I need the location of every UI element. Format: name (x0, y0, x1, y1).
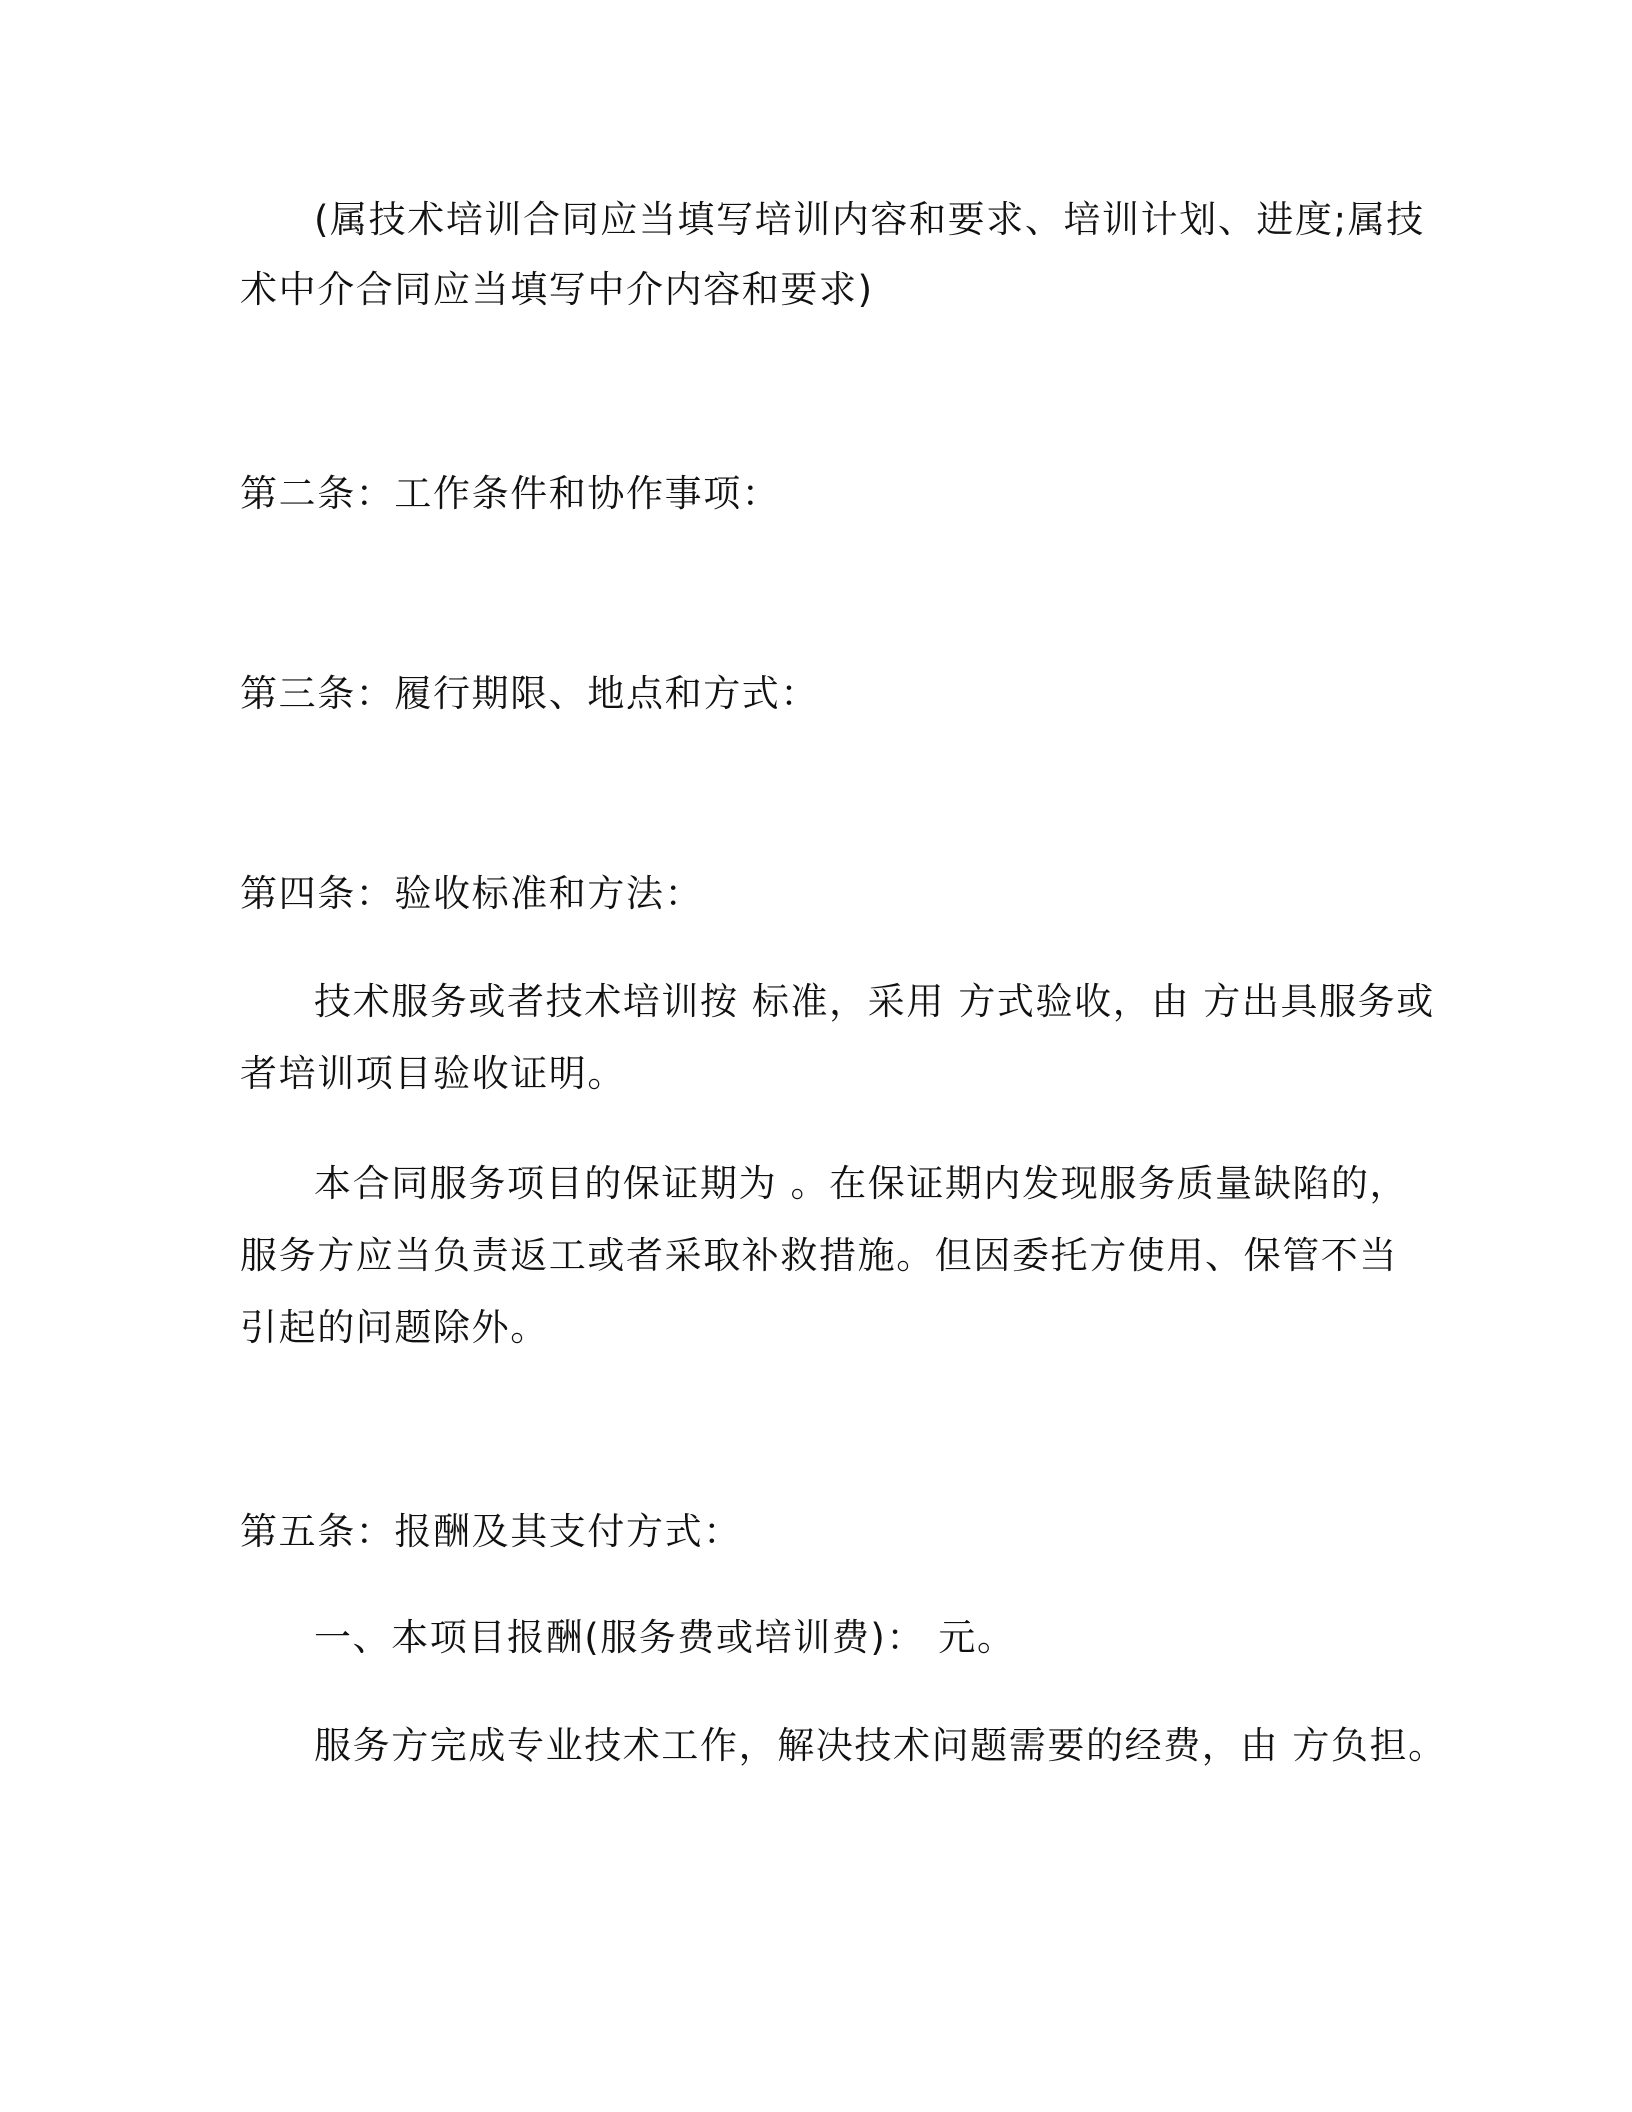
article-2-heading: 第二条：工作条件和协作事项： (240, 472, 781, 515)
article-4-para-2-line-1: 本合同服务项目的保证期为 。在保证期内发现服务质量缺陷的， (314, 1162, 1409, 1205)
intro-note-line-2: 术中介合同应当填写中介内容和要求) (240, 268, 874, 311)
article-4-para-2-line-2: 服务方应当负责返工或者采取补救措施。但因委托方使用、保管不当 (240, 1234, 1398, 1277)
article-5-para-1: 服务方完成专业技术工作，解决技术问题需要的经费，由 方负担。 (314, 1724, 1447, 1767)
article-4-para-1-line-1: 技术服务或者技术培训按 标准，采用 方式验收，由 方出具服务或 (314, 980, 1435, 1023)
article-3-heading: 第三条：履行期限、地点和方式： (240, 672, 819, 715)
article-5-item-1: 一、本项目报酬(服务费或培训费)： 元。 (314, 1616, 1016, 1659)
intro-note-line-1: (属技术培训合同应当填写培训内容和要求、培训计划、进度;属技 (314, 198, 1425, 241)
article-5-heading: 第五条：报酬及其支付方式： (240, 1510, 742, 1553)
article-4-para-2-line-3: 引起的问题除外。 (240, 1306, 549, 1349)
article-4-para-1-line-2: 者培训项目验收证明。 (240, 1052, 626, 1095)
article-4-heading: 第四条：验收标准和方法： (240, 872, 704, 915)
